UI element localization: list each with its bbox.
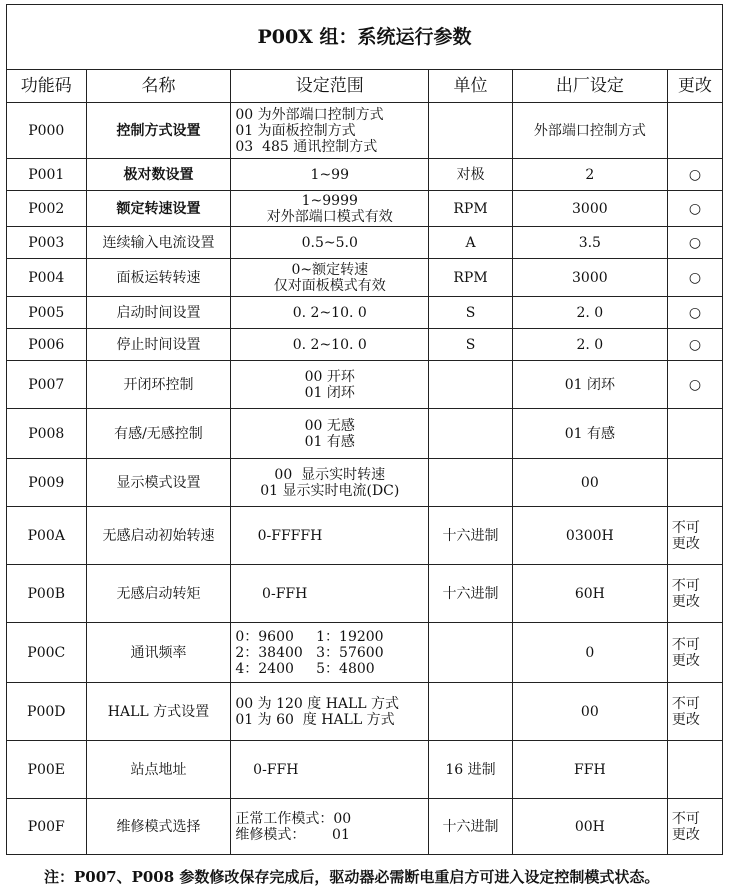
header-unit: 单位 [429, 70, 513, 103]
range-cell-line: 对外部端口模式有效 [266, 208, 393, 225]
code-cell: P00E [7, 741, 87, 799]
name-cell: 极对数设置 [86, 159, 231, 191]
change-cell-line: ○ [688, 336, 702, 353]
unit-cell: A [429, 227, 513, 259]
range-cell-line: 0. 2~10. 0 [292, 336, 367, 353]
code-cell: P002 [7, 191, 87, 227]
range-cell-line: 03 485 通讯控制方式 [235, 138, 378, 155]
default-cell: 01 有感 [512, 409, 667, 459]
table-row [7, 103, 723, 159]
table-row [7, 409, 723, 459]
table-row [7, 683, 723, 741]
unit-cell: RPM [429, 191, 513, 227]
default-cell: 0 [512, 623, 667, 683]
table-row [7, 799, 723, 855]
change-cell [667, 565, 722, 623]
change-cell [667, 259, 722, 297]
header-row [7, 70, 723, 103]
code-cell: P00D [7, 683, 87, 741]
name-cell: HALL 方式设置 [86, 683, 231, 741]
name-cell: 连续输入电流设置 [86, 227, 231, 259]
range-cell [231, 409, 429, 459]
default-cell: 2. 0 [512, 329, 667, 361]
table-row [7, 741, 723, 799]
code-cell: P00A [7, 507, 87, 565]
table-row [7, 191, 723, 227]
range-cell [231, 191, 429, 227]
default-cell: 00 [512, 459, 667, 507]
range-cell-line: 00 为外部端口控制方式 [235, 106, 384, 123]
range-cell [231, 259, 429, 297]
name-cell: 停止时间设置 [86, 329, 231, 361]
unit-cell [429, 409, 513, 459]
change-cell [667, 409, 722, 459]
unit-cell [429, 459, 513, 507]
range-cell-line: 1~9999 [301, 192, 358, 209]
default-cell: FFH [512, 741, 667, 799]
default-cell: 0300H [512, 507, 667, 565]
range-cell-line: 4：2400 5：4800 [235, 660, 375, 677]
range-cell-line: 00 为 120 度 HALL 方式 [235, 695, 400, 712]
name-cell: 无感启动转矩 [86, 565, 231, 623]
range-cell-line: 01 为 60 度 HALL 方式 [235, 711, 395, 728]
default-cell: 60H [512, 565, 667, 623]
name-cell: 控制方式设置 [86, 103, 231, 159]
range-cell [231, 329, 429, 361]
range-cell-line: 维修模式： 01 [235, 826, 350, 843]
range-cell-line: 01 有感 [304, 433, 355, 450]
change-cell-line: 更改 [671, 535, 700, 552]
default-cell: 3.5 [512, 227, 667, 259]
range-cell [231, 683, 429, 741]
default-cell: 00H [512, 799, 667, 855]
code-cell: P000 [7, 103, 87, 159]
table-row [7, 329, 723, 361]
change-cell [667, 507, 722, 565]
change-cell [667, 103, 722, 159]
range-cell [231, 159, 429, 191]
change-cell [667, 683, 722, 741]
range-cell-line: 0-FFH [235, 585, 308, 602]
change-cell-line: 不可 [671, 636, 700, 653]
unit-cell: 对极 [429, 159, 513, 191]
header-default: 出厂设定 [512, 70, 667, 103]
code-cell: P003 [7, 227, 87, 259]
change-cell-line: 更改 [671, 826, 700, 843]
unit-cell [429, 623, 513, 683]
name-cell: 开闭环控制 [86, 361, 231, 409]
code-cell: P00C [7, 623, 87, 683]
change-cell [667, 623, 722, 683]
range-cell-line: 01 为面板控制方式 [235, 122, 356, 139]
name-cell: 站点地址 [86, 741, 231, 799]
change-cell-line: 不可 [671, 577, 700, 594]
range-cell-line: 0~额定转速 [291, 261, 369, 278]
range-cell [231, 623, 429, 683]
change-cell [667, 741, 722, 799]
change-cell [667, 227, 722, 259]
header-name: 名称 [86, 70, 231, 103]
unit-cell: S [429, 329, 513, 361]
code-cell: P001 [7, 159, 87, 191]
table-row [7, 565, 723, 623]
table-row [7, 623, 723, 683]
default-cell: 3000 [512, 191, 667, 227]
range-cell-line: 00 开环 [304, 368, 355, 385]
parameter-table [6, 4, 723, 855]
name-cell: 面板运转转速 [86, 259, 231, 297]
name-cell: 有感/无感控制 [86, 409, 231, 459]
change-cell [667, 191, 722, 227]
name-cell: 额定转速设置 [86, 191, 231, 227]
header-range: 设定范围 [231, 70, 429, 103]
default-cell: 2 [512, 159, 667, 191]
change-cell [667, 799, 722, 855]
range-cell-line: 00 无感 [304, 417, 355, 434]
range-cell [231, 459, 429, 507]
range-cell-line: 正常工作模式：00 [235, 810, 352, 827]
change-cell-line: 不可 [671, 810, 700, 827]
table-row [7, 227, 723, 259]
change-cell-line: 更改 [671, 593, 700, 610]
code-cell: P009 [7, 459, 87, 507]
range-cell [231, 565, 429, 623]
change-cell-line: ○ [688, 376, 702, 393]
header-code: 功能码 [7, 70, 87, 103]
range-cell-line: 1~99 [310, 166, 349, 183]
change-cell-line: ○ [688, 166, 702, 183]
name-cell: 启动时间设置 [86, 297, 231, 329]
unit-cell: RPM [429, 259, 513, 297]
change-cell-line: ○ [688, 234, 702, 251]
change-cell-line: ○ [688, 269, 702, 286]
table-row [7, 159, 723, 191]
change-cell [667, 459, 722, 507]
unit-cell [429, 103, 513, 159]
range-cell [231, 227, 429, 259]
unit-cell: S [429, 297, 513, 329]
default-cell: 3000 [512, 259, 667, 297]
range-cell [231, 103, 429, 159]
change-cell [667, 159, 722, 191]
default-cell: 2. 0 [512, 297, 667, 329]
change-cell-line: ○ [688, 200, 702, 217]
unit-cell [429, 683, 513, 741]
change-cell-line: 更改 [671, 652, 700, 669]
footnote: 注：P007、P008 参数修改保存完成后，驱动器必需断电重启方可进入设定控制模式状态。 [44, 868, 660, 886]
range-cell-line: 0. 2~10. 0 [292, 304, 367, 321]
table-row [7, 459, 723, 507]
range-cell-line: 00 显示实时转速 [274, 466, 386, 483]
table-row [7, 361, 723, 409]
title-row [7, 5, 723, 70]
range-cell [231, 741, 429, 799]
default-cell: 外部端口控制方式 [512, 103, 667, 159]
change-cell-line: 不可 [671, 519, 700, 536]
range-cell [231, 507, 429, 565]
range-cell [231, 799, 429, 855]
range-cell-line: 0-FFH [235, 761, 299, 778]
unit-cell: 十六进制 [429, 799, 513, 855]
table-row [7, 297, 723, 329]
table-row [7, 507, 723, 565]
range-cell-line: 01 闭环 [304, 384, 355, 401]
unit-cell: 16 进制 [429, 741, 513, 799]
change-cell-line: 不可 [671, 695, 700, 712]
unit-cell [429, 361, 513, 409]
code-cell: P005 [7, 297, 87, 329]
code-cell: P007 [7, 361, 87, 409]
range-cell-line: 0.5~5.0 [301, 234, 358, 251]
code-cell: P006 [7, 329, 87, 361]
name-cell: 通讯频率 [86, 623, 231, 683]
table-row [7, 259, 723, 297]
range-cell [231, 297, 429, 329]
parameter-table-body [7, 5, 723, 855]
change-cell-line: ○ [688, 304, 702, 321]
change-cell [667, 329, 722, 361]
code-cell: P004 [7, 259, 87, 297]
range-cell-line: 仅对面板模式有效 [273, 277, 386, 294]
name-cell: 维修模式选择 [86, 799, 231, 855]
name-cell: 显示模式设置 [86, 459, 231, 507]
header-change: 更改 [667, 70, 722, 103]
unit-cell: 十六进制 [429, 507, 513, 565]
code-cell: P008 [7, 409, 87, 459]
range-cell-line: 01 显示实时电流(DC) [260, 482, 400, 499]
change-cell [667, 297, 722, 329]
range-cell-line: 2：38400 3：57600 [235, 644, 384, 661]
code-cell: P00B [7, 565, 87, 623]
range-cell-line: 0：9600 1：19200 [235, 628, 384, 645]
name-cell: 无感启动初始转速 [86, 507, 231, 565]
default-cell: 00 [512, 683, 667, 741]
range-cell [231, 361, 429, 409]
default-cell: 01 闭环 [512, 361, 667, 409]
change-cell [667, 361, 722, 409]
code-cell: P00F [7, 799, 87, 855]
unit-cell: 十六进制 [429, 565, 513, 623]
table-title: P00X 组：系统运行参数 [7, 5, 723, 70]
change-cell-line: 更改 [671, 711, 700, 728]
range-cell-line: 0-FFFFH [235, 527, 323, 544]
